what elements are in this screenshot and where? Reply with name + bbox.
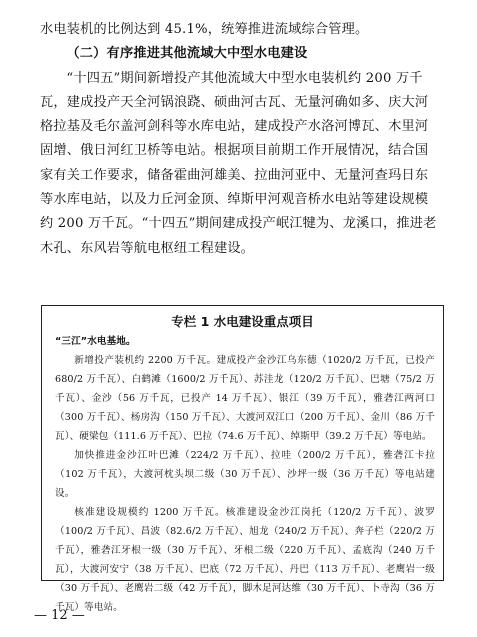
box-paragraph-1: 新增投产装机约 2200 万千瓦。建成投产金沙江乌东德（1020/2 万千瓦，已投产 680/2 万千瓦）、白鹤滩（1600/2 万千瓦）、苏洼龙（120/2 万千瓦）、巴塘（75/2 万千瓦）、金沙（56 万千瓦，已投产 14 万千瓦）、银江（39 万千瓦），雅砻江两河口（300 万千瓦）、杨房沟（150 万千瓦）、大渡河双江口（200 万千瓦）、金川（86 万千瓦）、硬梁包（111.6 万千瓦）、巴拉（74.6 万千瓦）、绰斯甲（39.2 万千瓦）等电站。 <box>55 355 435 442</box>
box-subtitle: “三江”水电基地。 <box>55 336 136 347</box>
box-paragraph-2: 加快推进金沙江叶巴滩（224/2 万千瓦）、拉哇（200/2 万千瓦），雅砻江卡拉（102 万千瓦），大渡河枕头坝二级（30 万千瓦）、沙坪一级（36 万千瓦）等电站建设。 <box>55 450 435 499</box>
page-number: — 12 — <box>34 608 85 623</box>
feature-box <box>41 305 444 613</box>
body-paragraph: “十四五”期间新增投产其他流域大中型水电装机约 200 万千瓦，建成投产天全河锅浪跷、硕曲河古瓦、无量河确如多、庆大河格拉基及毛尔盖河剑科等水库电站，建成投产水洛河博瓦、木里河固增、俄日河红卫桥等电站。根据项目前期工作开展情况，结合国家有关工作要求，储备霍曲河雄美、拉曲河亚中、无量河查玛日东等水库电站，以及力丘河金顶、绰斯甲河观音桥水电站等建设规模约 200 万千瓦。“十四五”期间建成投产岷江犍为、龙溪口，推进老木孔、东风岩等航电枢纽工程建设。 <box>40 70 437 256</box>
box-paragraph-3: 核准建设规模约 1200 万千瓦。核准建设金沙江岗托（120/2 万千瓦）、波罗（100/2 万千瓦）、昌波（82.6/2 万千瓦）、旭龙（240/2 万千瓦）、奔子栏（220/2 万千瓦），雅砻江牙根一级（30 万千瓦）、牙根二级（220 万千瓦）、孟底沟（240 万千瓦），大渡河安宁（38 万千瓦）、巴底（72 万千瓦）、丹巴（113 万千瓦）、老鹰岩一级（30 万千瓦）、老鹰岩二级（42 万千瓦），脚木足河达维（30 万千瓦）、卜寺沟（36 万千瓦）等电站。 <box>55 507 435 613</box>
box-title: 专栏 1 水电建设重点项目 <box>171 314 314 329</box>
continued-line: 水电装机的比例达到 45.1%，统筹推进流域综合管理。 <box>40 22 369 37</box>
section-heading: （二）有序推进其他流域大中型水电建设 <box>66 46 308 62</box>
body-text <box>40 18 440 261</box>
box-body <box>55 332 435 617</box>
